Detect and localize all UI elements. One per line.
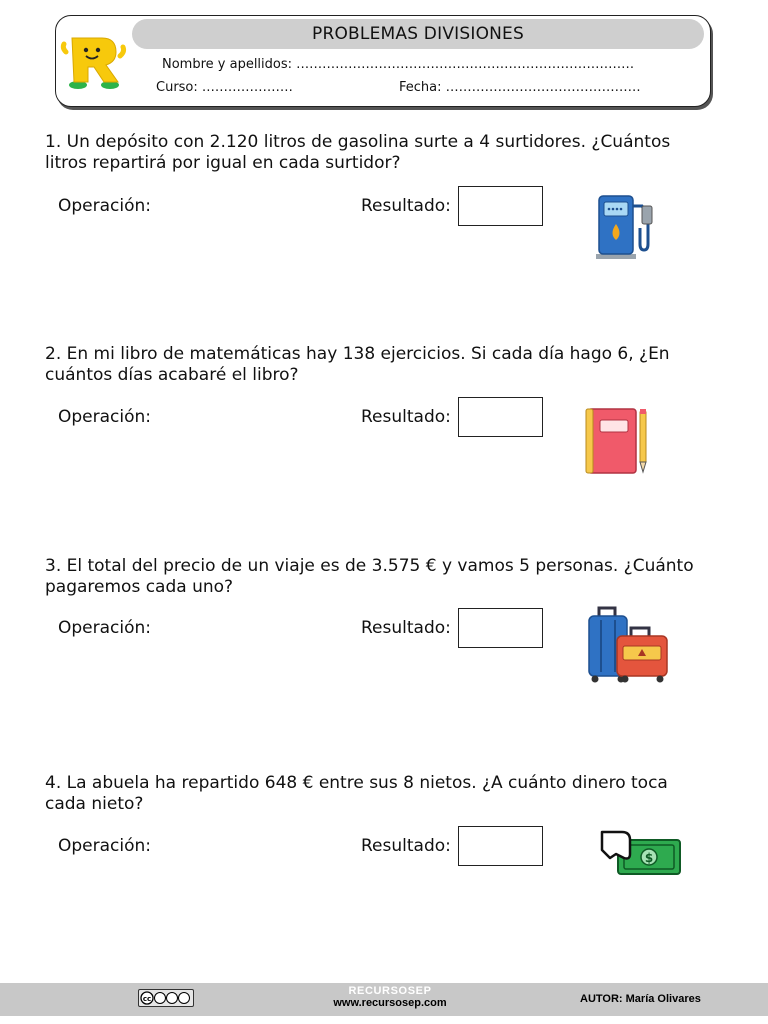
notebook-pencil-icon	[582, 406, 652, 476]
result-label-1: Resultado:	[361, 196, 451, 216]
gas-pump-icon	[592, 192, 660, 260]
problem-3-line-2: pagaremos cada uno?	[45, 577, 234, 597]
money-hand-icon	[600, 828, 684, 878]
name-field[interactable]: Nombre y apellidos: ……………………………………………………………………	[162, 57, 635, 72]
result-label-2: Resultado:	[361, 407, 451, 427]
footer-brand: RECURSOSEP	[348, 985, 432, 997]
result-label-4: Resultado:	[361, 836, 451, 856]
result-label-3: Resultado:	[361, 618, 451, 638]
problem-1-line-1: 1. Un depósito con 2.120 litros de gasolina surte a 4 surtidores. ¿Cuántos	[45, 132, 671, 152]
date-field[interactable]: Fecha: ………………………………………	[399, 80, 641, 95]
operation-label-1: Operación:	[58, 196, 152, 216]
problem-2	[45, 344, 725, 386]
problem-1-line-2: litros repartirá por igual en cada surtidor?	[45, 153, 401, 173]
problem-3-line-1: 3. El total del precio de un viaje es de 3.575 € y vamos 5 personas. ¿Cuánto	[45, 556, 694, 576]
result-box-1[interactable]	[458, 186, 543, 226]
svg-text:cc: cc	[142, 995, 152, 1003]
problem-3	[45, 556, 725, 598]
operation-label-3: Operación:	[58, 618, 152, 638]
problem-1	[45, 132, 725, 174]
operation-label-2: Operación:	[58, 407, 152, 427]
problem-4	[45, 773, 725, 815]
problem-4-line-2: cada nieto?	[45, 794, 144, 814]
operation-label-4: Operación:	[58, 836, 152, 856]
suitcases-icon	[585, 606, 671, 684]
footer-author: AUTOR: María Olivares	[580, 993, 701, 1005]
result-box-4[interactable]	[458, 826, 543, 866]
problem-2-line-1: 2. En mi libro de matemáticas hay 138 ejercicios. Si cada día hago 6, ¿En	[45, 344, 670, 364]
svg-text:$: $	[644, 851, 654, 865]
problem-4-line-1: 4. La abuela ha repartido 648 € entre sus 8 nietos. ¿A cuánto dinero toca	[45, 773, 668, 793]
creative-commons-license-badge	[138, 989, 194, 1007]
r-mascot-logo	[58, 30, 128, 92]
result-box-3[interactable]	[458, 608, 543, 648]
footer-url-link[interactable]: www.recursosep.com	[333, 997, 447, 1009]
course-field[interactable]: Curso: …………………	[156, 80, 293, 95]
page-title: PROBLEMAS DIVISIONES	[132, 19, 704, 49]
problem-2-line-2: cuántos días acabaré el libro?	[45, 365, 299, 385]
result-box-2[interactable]	[458, 397, 543, 437]
